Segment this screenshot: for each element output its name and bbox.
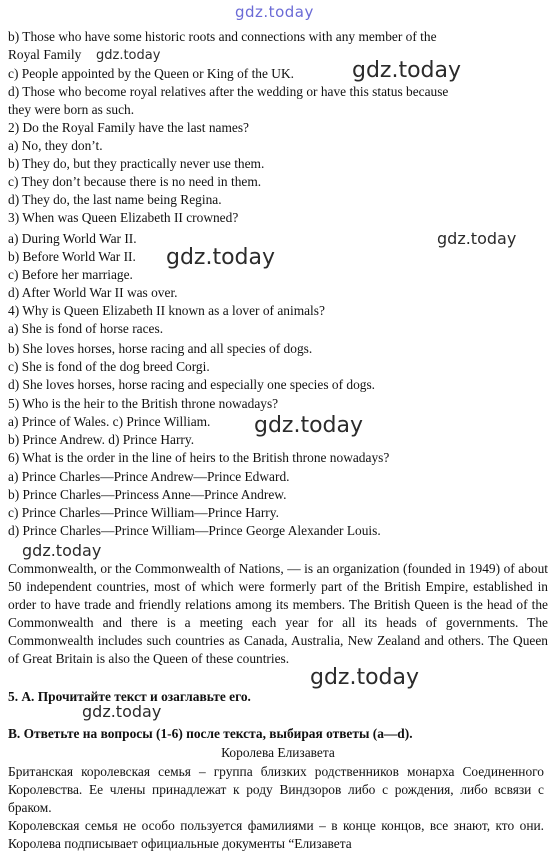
ru-paragraph-2: Королевская семья не особо пользуется фамилиями – в конце концов, все знают, кто они. Королева подписывает официальные документы “Елизавета: [8, 818, 544, 852]
answer-line-c: c) People appointed by the Queen or King of the UK.: [8, 66, 294, 81]
q4-option-a: a) She is fond of horse races.: [8, 321, 164, 336]
q3-option-d: d) After World War II was over.: [8, 285, 178, 300]
q6-option-c: c) Prince Charles—Prince William—Prince Harry.: [8, 505, 279, 520]
q3-option-b: b) Before World War II.: [8, 249, 136, 264]
answer-line-b: b) Those who have some historic roots and connections with any member of the: [8, 29, 437, 44]
watermark-top: gdz.today: [235, 3, 314, 21]
question-3: 3) When was Queen Elizabeth II crowned?: [8, 210, 239, 225]
commonwealth-paragraph: [8, 560, 548, 669]
watermark-large-3: gdz.today: [254, 413, 364, 438]
answer-line-d-cont: they were born as such.: [8, 102, 135, 117]
question-2: 2) Do the Royal Family have the last names?: [8, 120, 249, 135]
watermark-large-2: gdz.today: [166, 245, 276, 270]
watermark-medium-3: gdz.today: [82, 702, 162, 721]
russian-text: [8, 763, 544, 853]
q2-option-c: c) They don’t because there is no need in them.: [8, 174, 262, 189]
q6-option-b: b) Prince Charles—Princess Anne—Prince Andrew.: [8, 487, 287, 502]
watermark-medium-2: gdz.today: [22, 541, 102, 560]
task-5-heading: 5. А. Прочитайте текст и озаглавьте его.: [8, 689, 251, 704]
q4-option-d: d) She loves horses, horse racing and especially one species of dogs.: [8, 377, 376, 392]
q4-option-c: c) She is fond of the dog breed Corgi.: [8, 359, 210, 374]
text-title: Королева Елизавета: [221, 745, 335, 760]
q3-option-a: a) During World War II.: [8, 231, 137, 246]
watermark-large-4: gdz.today: [310, 665, 420, 690]
q6-option-a: a) Prince Charles—Prince Andrew—Prince Edward.: [8, 469, 290, 484]
commonwealth-text: Commonwealth, or the Commonwealth of Nations, — is an organization (founded in 1949) of about 50 independent countries, most of which were formerly part of the British Empire, established in order to have trade and friendly relations among its members. The British Queen is the head of the Commonwealth and there is a meeting each year for all its heads of governments. The Commonwealth includes such countries as Canada, Australia, New Zealand and others. The Queen of Great Britain is also the Queen of these countries.: [8, 561, 548, 667]
watermark-large-1: gdz.today: [352, 58, 462, 83]
q2-option-d: d) They do, the last name being Regina.: [8, 192, 222, 207]
watermark-inline-1: gdz.today: [96, 48, 161, 63]
q2-option-a: a) No, they don’t.: [8, 138, 103, 153]
ru-paragraph-1: Британская королевская семья – группа близких родственников монарха Соединенного Королевства. Ее члены принадлежат к роду Виндзоров либо с рождения, либо всвязи с браком.: [8, 764, 544, 816]
answer-line-b-cont: Royal Family: [8, 47, 82, 62]
question-6: 6) What is the order in the line of heirs to the British throne nowadays?: [8, 450, 390, 465]
watermark-medium-1: gdz.today: [437, 229, 517, 248]
q6-option-d: d) Prince Charles—Prince William—Prince George Alexander Louis.: [8, 523, 381, 538]
task-b-heading: В. Ответьте на вопросы (1-6) после текста, выбирая ответы (a—d).: [8, 726, 413, 741]
q5-options-bd: b) Prince Andrew. d) Prince Harry.: [8, 432, 195, 447]
answer-line-d: d) Those who become royal relatives after the wedding or have this status because: [8, 84, 449, 99]
q3-option-c: c) Before her marriage.: [8, 267, 133, 282]
question-5: 5) Who is the heir to the British throne nowadays?: [8, 396, 279, 411]
question-4: 4) Why is Queen Elizabeth II known as a lover of animals?: [8, 303, 325, 318]
q5-options-ac: a) Prince of Wales. c) Prince William.: [8, 414, 211, 429]
q2-option-b: b) They do, but they practically never use them.: [8, 156, 265, 171]
q4-option-b: b) She loves horses, horse racing and all species of dogs.: [8, 341, 313, 356]
